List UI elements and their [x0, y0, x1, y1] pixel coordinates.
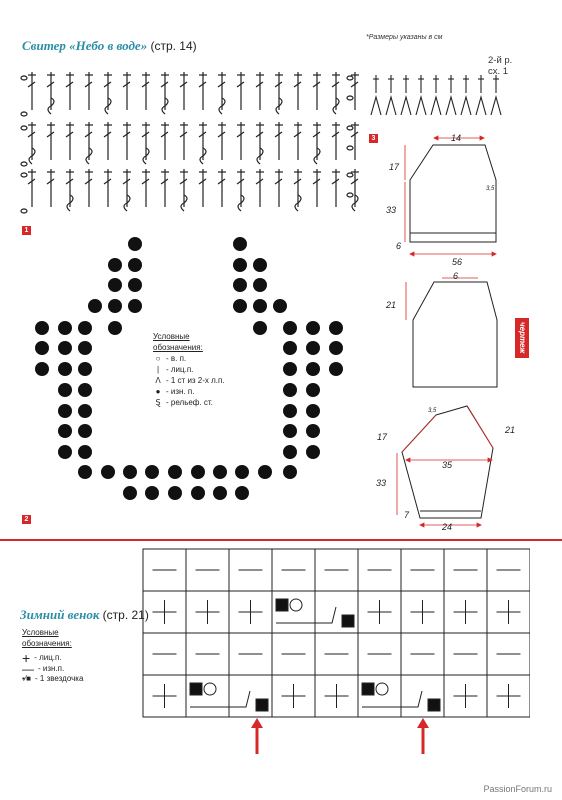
dot-mark	[108, 321, 122, 335]
dot-mark	[329, 341, 343, 355]
dot-mark	[233, 258, 247, 272]
wreath-title	[20, 607, 149, 623]
dot-mark	[108, 258, 122, 272]
dot-mark	[235, 486, 249, 500]
row-label-1: 2-й р.	[488, 55, 513, 66]
dot-mark	[128, 299, 142, 313]
open-circle-icon: ○	[155, 354, 161, 363]
dot-mark	[128, 278, 142, 292]
chart-3-badge: 3	[369, 134, 378, 143]
sweater-title-text: Свитер «Небо в воде»	[22, 38, 148, 53]
legend-item	[153, 386, 225, 397]
sweater-page: (стр. 14)	[150, 39, 197, 53]
sweater-title	[22, 38, 197, 54]
dim-back-left: 21	[386, 300, 397, 310]
dot-mark	[306, 341, 320, 355]
dot-mark	[78, 404, 92, 418]
dot-mark	[233, 278, 247, 292]
dot-mark	[78, 362, 92, 376]
dim-sleeve-left-mid: 33	[376, 478, 387, 488]
legend-header-2: обозначения:	[22, 638, 72, 648]
row-label-2: сх. 1	[488, 66, 509, 77]
dot-mark	[235, 465, 249, 479]
legend-header-1: Условные	[153, 332, 190, 341]
dot-mark	[35, 341, 49, 355]
front-outline	[410, 145, 496, 242]
dot-mark	[283, 341, 297, 355]
relief-stitch-icon: Ȿ	[155, 398, 161, 407]
legend-item	[153, 364, 225, 375]
dot-mark	[191, 465, 205, 479]
garment-schematics	[380, 130, 520, 530]
dot-mark	[58, 445, 72, 459]
dot-mark	[258, 465, 272, 479]
dot-mark	[88, 299, 102, 313]
chart-2-badge: 2	[22, 515, 31, 524]
dot-mark	[306, 321, 320, 335]
legend-item-text: - в. п.	[166, 354, 187, 363]
dot-mark	[283, 445, 297, 459]
dim-sleeve-right-upper: 21	[505, 425, 516, 435]
dot-mark	[58, 424, 72, 438]
dim-front-bottom-left: 6	[396, 241, 402, 251]
dot-mark	[58, 341, 72, 355]
dot-mark	[306, 424, 320, 438]
dot-mark	[191, 486, 205, 500]
star-stitch-icon: ▪⁄■	[22, 674, 32, 683]
watermark: PassionForum.ru	[483, 784, 552, 794]
vertical-bar-icon: |	[156, 365, 160, 374]
legend-item-text: - изн.п.	[38, 663, 65, 673]
legend-item-text: - 1 звездочка	[35, 674, 84, 683]
dot-mark	[273, 299, 287, 313]
dot-mark	[58, 383, 72, 397]
dot-mark	[58, 362, 72, 376]
legend-item	[22, 661, 83, 676]
plus-icon: +	[22, 650, 31, 667]
dot-mark	[283, 424, 297, 438]
dot-mark	[329, 321, 343, 335]
legend-header-2: обозначения:	[153, 343, 203, 352]
crochet-chart-1	[18, 64, 363, 224]
dot-mark	[123, 486, 137, 500]
dot-mark	[306, 383, 320, 397]
arrow-up-icon	[413, 716, 433, 756]
back-outline	[413, 282, 497, 387]
dim-front-left-mid: 33	[386, 205, 397, 215]
wreath-title-text: Зимний венок	[20, 607, 100, 622]
dot-mark	[253, 299, 267, 313]
dot-mark	[233, 299, 247, 313]
side-tab: чертеж	[515, 318, 529, 358]
legend-item-text: - рельеф. ст.	[166, 398, 213, 407]
star-mark	[190, 683, 202, 695]
star-mark	[362, 683, 374, 695]
legend-item	[153, 397, 225, 408]
dim-sleeve-left-upper: 17	[377, 432, 388, 442]
dot-mark	[283, 465, 297, 479]
dim-sleeve-mid: 35	[442, 460, 453, 470]
legend-item-text: - изн. п.	[166, 387, 195, 396]
dot-mark	[329, 362, 343, 376]
section-divider	[0, 539, 562, 541]
dot-mark	[283, 383, 297, 397]
dot-mark	[108, 299, 122, 313]
legend-header-1: Условные	[22, 628, 59, 637]
dot-mark	[78, 445, 92, 459]
legend-item	[153, 353, 225, 364]
dot-mark	[78, 321, 92, 335]
dim-back-top: 6	[453, 271, 459, 281]
dot-mark	[253, 321, 267, 335]
dot-mark	[78, 424, 92, 438]
dim-sleeve-bottom-left: 7	[404, 510, 410, 520]
dot-mark	[101, 465, 115, 479]
dot-mark	[213, 465, 227, 479]
arrow-up-icon	[247, 716, 267, 756]
dot-mark	[213, 486, 227, 500]
dot-mark	[35, 362, 49, 376]
wreath-page: (стр. 21)	[102, 608, 149, 622]
dot-mark	[283, 404, 297, 418]
dot-mark	[35, 321, 49, 335]
filled-dot-icon: ●	[155, 387, 161, 396]
dot-mark	[78, 465, 92, 479]
dim-front-width: 56	[452, 257, 463, 267]
dim-sleeve-notch: 3,5	[428, 408, 437, 414]
wreath-grid-chart	[142, 548, 530, 718]
dot-mark	[233, 237, 247, 251]
legend-item-text: - 1 ст из 2-х л.п.	[166, 376, 225, 385]
dot-mark	[306, 404, 320, 418]
dot-mark	[306, 445, 320, 459]
legend-item-text: - лиц.п.	[34, 653, 62, 662]
dot-mark	[283, 321, 297, 335]
dot-mark	[108, 278, 122, 292]
star-mark	[276, 599, 288, 611]
dot-mark	[58, 321, 72, 335]
dot-mark	[128, 258, 142, 272]
dim-front-left-upper: 17	[389, 162, 400, 172]
crochet-chart-3	[370, 75, 520, 125]
lambda-icon: Λ	[155, 376, 161, 385]
dot-mark	[253, 278, 267, 292]
dot-mark	[58, 404, 72, 418]
dim-sleeve-bottom: 24	[442, 522, 453, 532]
dot-mark	[283, 362, 297, 376]
legend-item	[153, 375, 225, 386]
dash-icon: —	[22, 661, 34, 676]
legend-sweater	[153, 331, 225, 408]
dot-mark	[306, 362, 320, 376]
legend-wreath	[22, 628, 83, 685]
dot-mark	[78, 341, 92, 355]
dot-mark	[78, 383, 92, 397]
dot-mark	[128, 237, 142, 251]
legend-item-text: - лиц.п.	[166, 365, 194, 374]
dim-front-top: 14	[451, 133, 462, 143]
dot-mark	[253, 258, 267, 272]
dot-mark	[145, 486, 159, 500]
dim-front-notch: 3,5	[486, 186, 495, 192]
sizes-note: *Размеры указаны в см	[366, 34, 443, 41]
dot-mark	[123, 465, 137, 479]
dot-mark	[168, 465, 182, 479]
dot-mark	[145, 465, 159, 479]
chart-1-badge: 1	[22, 226, 31, 235]
dot-mark	[168, 486, 182, 500]
row-label	[488, 55, 512, 77]
